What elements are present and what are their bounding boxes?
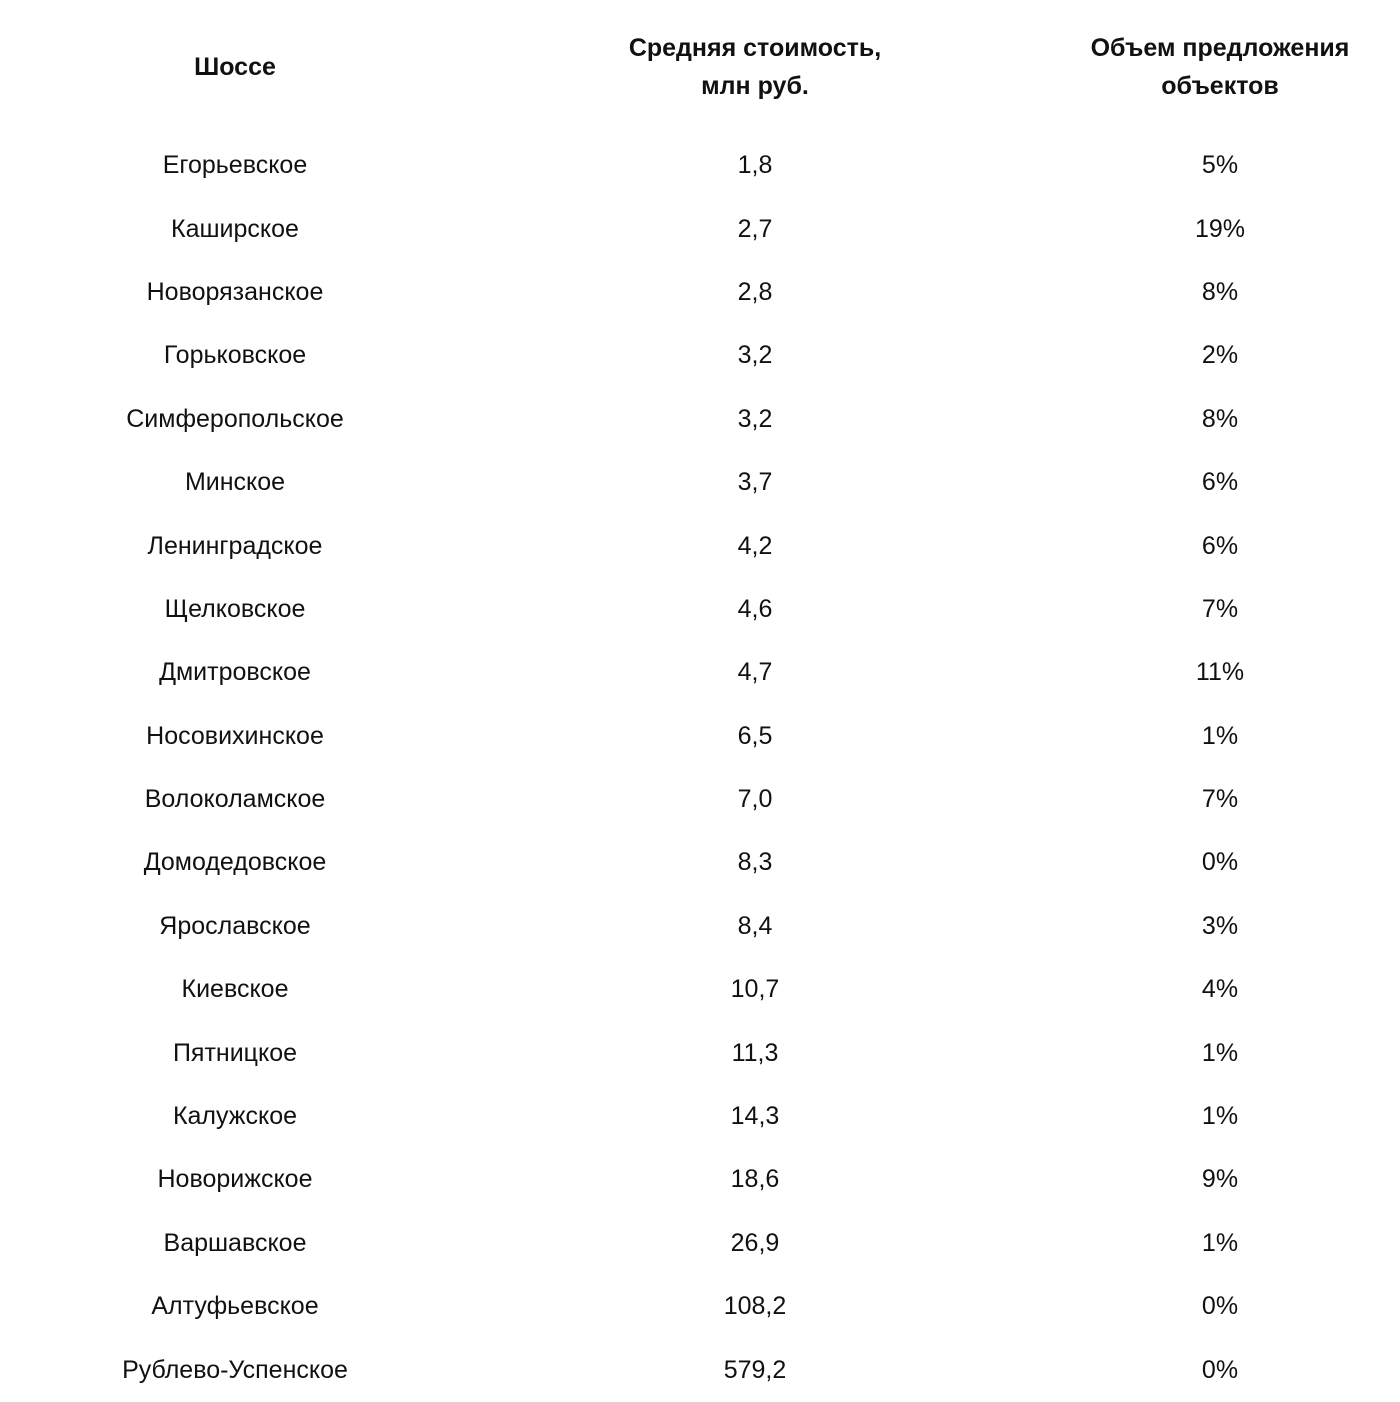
avg-price-cell: 108,2 (723, 1292, 787, 1321)
avg-price-cell: 579,2 (723, 1355, 787, 1384)
table-row (0, 1275, 1400, 1338)
road-name-cell: Варшавское (163, 1228, 307, 1257)
table-row (0, 1212, 1400, 1275)
supply-share-cell: 7% (1201, 785, 1239, 814)
road-name-cell: Калужское (172, 1102, 298, 1131)
table-row (0, 261, 1400, 324)
avg-price-cell: 10,7 (730, 975, 780, 1004)
supply-share-cell: 0% (1201, 848, 1239, 877)
header-supply (1040, 0, 1400, 134)
avg-price-cell: 2,7 (737, 214, 773, 243)
supply-share-cell: 19% (1194, 214, 1246, 243)
avg-price-cell: 3,2 (737, 404, 773, 433)
table-row (0, 1148, 1400, 1211)
supply-share-cell: 5% (1201, 151, 1239, 180)
road-name-cell: Алтуфьевское (151, 1292, 319, 1321)
avg-price-cell: 14,3 (730, 1102, 780, 1131)
avg-price-cell: 4,7 (737, 658, 773, 687)
table-row (0, 895, 1400, 958)
table-row (0, 197, 1400, 260)
supply-share-cell: 8% (1201, 404, 1239, 433)
header-road (0, 0, 470, 134)
road-name-cell: Домодедовское (143, 848, 327, 877)
supply-share-cell: 0% (1201, 1292, 1239, 1321)
table-row (0, 768, 1400, 831)
road-name-cell: Дмитровское (159, 658, 311, 687)
road-name-cell: Каширское (171, 214, 299, 243)
road-name-cell: Ярославское (159, 911, 311, 940)
table-row (0, 514, 1400, 577)
supply-share-cell: 6% (1201, 468, 1239, 497)
supply-share-cell: 4% (1201, 975, 1239, 1004)
supply-share-cell: 6% (1201, 531, 1239, 560)
road-name-cell: Новорязанское (146, 277, 324, 306)
table-row (0, 324, 1400, 387)
road-name-cell: Ленинградское (147, 531, 323, 560)
road-name-cell: Симферопольское (126, 404, 344, 433)
avg-price-cell: 11,3 (731, 1038, 779, 1067)
table-row (0, 641, 1400, 704)
avg-price-cell: 4,6 (737, 594, 773, 623)
avg-price-cell: 7,0 (737, 785, 773, 814)
road-name-cell: Рублево-Успенское (122, 1355, 348, 1384)
table-row (0, 578, 1400, 641)
header-row (0, 0, 1400, 134)
header-supply-line2: объектов (1161, 72, 1279, 100)
supply-share-cell: 0% (1201, 1355, 1239, 1384)
table-row (0, 388, 1400, 451)
road-name-cell: Носовихинское (146, 721, 324, 750)
table-row (0, 831, 1400, 894)
supply-share-cell: 9% (1201, 1165, 1239, 1194)
avg-price-cell: 2,8 (737, 277, 773, 306)
table-row (0, 451, 1400, 514)
header-supply-line1: Объем предложения (1090, 34, 1350, 62)
supply-share-cell: 11% (1195, 658, 1245, 687)
supply-share-cell: 1% (1201, 1038, 1239, 1067)
avg-price-cell: 6,5 (737, 721, 773, 750)
avg-price-cell: 4,2 (737, 531, 773, 560)
avg-price-cell: 8,4 (737, 911, 773, 940)
supply-share-cell: 1% (1201, 1102, 1239, 1131)
avg-price-cell: 3,7 (737, 468, 773, 497)
header-supply-wrap (1091, 29, 1350, 105)
table-row (0, 958, 1400, 1021)
road-name-cell: Егорьевское (162, 151, 308, 180)
road-name-cell: Новорижское (157, 1165, 313, 1194)
table-body (0, 134, 1400, 1402)
road-name-cell: Пятницкое (172, 1038, 298, 1067)
road-name-cell: Волоколамское (144, 785, 326, 814)
table-row (0, 1085, 1400, 1148)
header-road-label: Шоссе (194, 53, 276, 81)
header-price (470, 0, 1040, 134)
header-price-line2: млн руб. (701, 72, 809, 100)
avg-price-cell: 1,8 (737, 151, 773, 180)
road-name-cell: Минское (184, 468, 286, 497)
road-name-cell: Горьковское (163, 341, 307, 370)
avg-price-cell: 3,2 (737, 341, 773, 370)
supply-share-cell: 7% (1201, 594, 1239, 623)
header-price-line1: Средняя стоимость, (628, 34, 882, 62)
table-row (0, 1021, 1400, 1084)
road-name-cell: Щелковское (164, 594, 306, 623)
avg-price-cell: 18,6 (730, 1165, 780, 1194)
table-row (0, 1338, 1400, 1401)
supply-share-cell: 1% (1201, 721, 1239, 750)
table-header (0, 0, 1400, 134)
supply-share-cell: 8% (1201, 277, 1239, 306)
table-row (0, 705, 1400, 768)
table-row (0, 134, 1400, 197)
avg-price-cell: 26,9 (730, 1228, 780, 1257)
supply-share-cell: 3% (1201, 911, 1239, 940)
road-name-cell: Киевское (181, 975, 289, 1004)
header-price-wrap (629, 29, 881, 105)
supply-share-cell: 2% (1201, 341, 1239, 370)
supply-share-cell: 1% (1201, 1228, 1239, 1257)
avg-price-cell: 8,3 (737, 848, 773, 877)
